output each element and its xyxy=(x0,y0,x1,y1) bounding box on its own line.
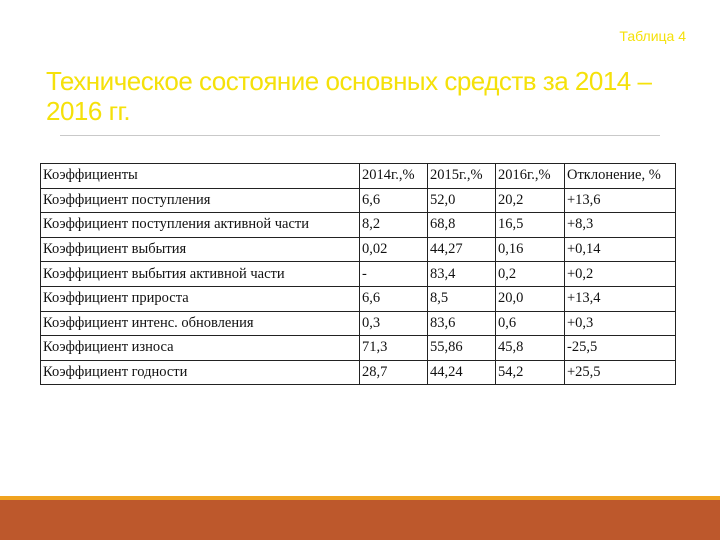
table-row xyxy=(41,188,676,213)
table-cell: 6,6 xyxy=(360,188,428,213)
table-row xyxy=(41,311,676,336)
table-cell: - xyxy=(360,262,428,287)
title-divider xyxy=(60,135,660,136)
table-cell: Коэффициент выбытия xyxy=(41,237,360,262)
table-row xyxy=(41,262,676,287)
table-cell: Коэффициент прироста xyxy=(41,286,360,311)
table-cell: +13,4 xyxy=(565,286,676,311)
table-cell: Коэффициент годности xyxy=(41,360,360,385)
table-cell: 83,6 xyxy=(428,311,496,336)
data-table xyxy=(40,163,676,385)
table-cell: 6,6 xyxy=(360,286,428,311)
footer-band xyxy=(0,500,720,540)
table-cell: 28,7 xyxy=(360,360,428,385)
table-cell: 45,8 xyxy=(496,336,565,361)
slide-title: Техническое состояние основных средств за 2014 – 2016 гг. xyxy=(46,66,652,126)
table-cell: 44,24 xyxy=(428,360,496,385)
table-cell: 52,0 xyxy=(428,188,496,213)
table-cell: +0,14 xyxy=(565,237,676,262)
table-cell: Коэффициент износа xyxy=(41,336,360,361)
table-row xyxy=(41,360,676,385)
table-number-label: Таблица 4 xyxy=(619,28,686,44)
table-row xyxy=(41,336,676,361)
table-cell: Коэффициент выбытия активной части xyxy=(41,262,360,287)
header-cell: Отклонение, % xyxy=(565,164,676,189)
table-cell: Коэффициент поступления xyxy=(41,188,360,213)
table-cell: +8,3 xyxy=(565,213,676,238)
header-cell: 2015г.,% xyxy=(428,164,496,189)
table-cell: Коэффициент поступления активной части xyxy=(41,213,360,238)
table-cell: 20,0 xyxy=(496,286,565,311)
table-cell: 16,5 xyxy=(496,213,565,238)
table-cell: 0,6 xyxy=(496,311,565,336)
table-cell: 68,8 xyxy=(428,213,496,238)
table-cell: +25,5 xyxy=(565,360,676,385)
table-cell: -25,5 xyxy=(565,336,676,361)
table-cell: 83,4 xyxy=(428,262,496,287)
table-cell: 8,5 xyxy=(428,286,496,311)
table-cell: +0,2 xyxy=(565,262,676,287)
table-cell: +13,6 xyxy=(565,188,676,213)
header-cell: 2016г.,% xyxy=(496,164,565,189)
table-cell: 55,86 xyxy=(428,336,496,361)
table-header-row xyxy=(41,164,676,189)
table-cell: Коэффициент интенс. обновления xyxy=(41,311,360,336)
table-cell: 0,2 xyxy=(496,262,565,287)
table-cell: 54,2 xyxy=(496,360,565,385)
table-row xyxy=(41,213,676,238)
table-cell: 0,16 xyxy=(496,237,565,262)
header-cell: 2014г.,% xyxy=(360,164,428,189)
table-cell: 44,27 xyxy=(428,237,496,262)
table-cell: 0,3 xyxy=(360,311,428,336)
table-cell: 71,3 xyxy=(360,336,428,361)
table-cell: 8,2 xyxy=(360,213,428,238)
header-cell: Коэффициенты xyxy=(41,164,360,189)
table-cell: 20,2 xyxy=(496,188,565,213)
table-cell: +0,3 xyxy=(565,311,676,336)
table-row xyxy=(41,286,676,311)
table-row xyxy=(41,237,676,262)
table-cell: 0,02 xyxy=(360,237,428,262)
